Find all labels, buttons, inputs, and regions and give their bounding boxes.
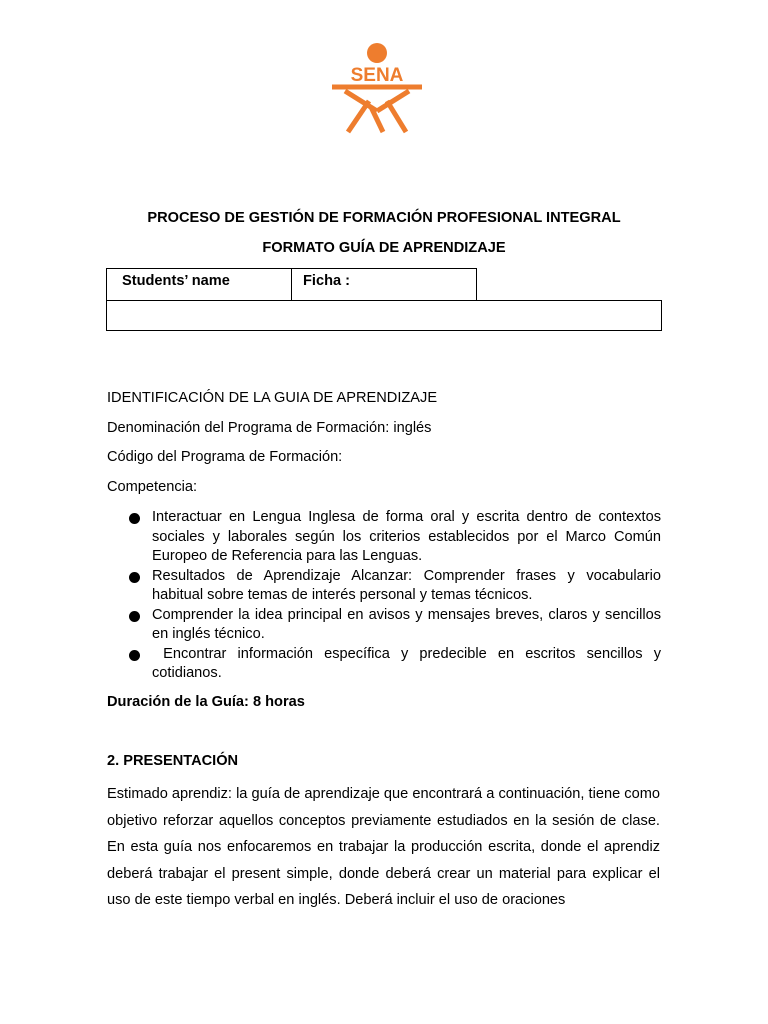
presentation-heading: 2. PRESENTACIÓN bbox=[107, 753, 239, 769]
logo-text: SENA bbox=[350, 65, 404, 86]
student-info-table bbox=[106, 268, 662, 331]
bullet-icon bbox=[129, 572, 140, 583]
program-code: Código del Programa de Formación: bbox=[107, 449, 343, 465]
program-name: Denominación del Programa de Formación: inglés bbox=[107, 420, 432, 436]
list-item bbox=[152, 645, 666, 684]
bullet-icon bbox=[129, 611, 140, 622]
list-item-text: Resultados de Aprendizaje Alcanzar: Comprender frases y vocabulario habitual sobre temas de interés personal y temas técnicos. bbox=[152, 567, 661, 603]
guide-duration: Duración de la Guía: 8 horas bbox=[107, 694, 305, 710]
list-item-text: Interactuar en Lengua Inglesa de forma oral y escrita dentro de contextos sociales y laborales según los criterios establecidos por el Marco Común Europeo de Referencia para las Lenguas. bbox=[152, 509, 661, 564]
ficha-label: Ficha : bbox=[303, 273, 351, 289]
students-name-cell[interactable] bbox=[106, 268, 292, 301]
document-subtitle: FORMATO GUÍA DE APRENDIZAJE bbox=[262, 240, 506, 256]
identification-heading: IDENTIFICACIÓN DE LA GUIA DE APRENDIZAJE bbox=[107, 390, 438, 406]
document-title: PROCESO DE GESTIÓN DE FORMACIÓN PROFESIONAL INTEGRAL bbox=[147, 210, 621, 226]
list-item-text: Encontrar información específica y predecible en escritos sencillos y cotidianos. bbox=[152, 645, 666, 681]
competence-label: Competencia: bbox=[107, 479, 198, 495]
ficha-cell[interactable] bbox=[291, 268, 477, 301]
bullet-icon bbox=[129, 650, 140, 661]
students-name-label: Students’ name bbox=[122, 273, 230, 289]
list-item bbox=[152, 567, 661, 606]
logo-leg-1 bbox=[348, 101, 369, 132]
list-item-text: Comprender la idea principal en avisos y mensajes breves, claros y sencillos en inglés técnico. bbox=[152, 606, 661, 642]
logo-head bbox=[367, 43, 387, 63]
competence-list bbox=[152, 508, 666, 684]
list-item bbox=[152, 508, 661, 567]
logo-leg-3 bbox=[387, 101, 406, 132]
sena-logo bbox=[331, 41, 423, 137]
list-item bbox=[152, 606, 661, 645]
bullet-icon bbox=[129, 513, 140, 524]
student-info-blank-row[interactable] bbox=[106, 300, 662, 331]
presentation-paragraph: Estimado aprendiz: la guía de aprendizaje que encontrará a continuación, tiene como objetivo reforzar aquellos conceptos previamente estudiados en la sesión de clase. En esta guía nos enfocaremos en trabajar la producción escrita, donde el aprendiz deberá trabajar el present simple, donde deberá crear un material para explicar el uso de este tiempo verbal en inglés. Deberá incluir el uso de oraciones bbox=[107, 786, 660, 909]
